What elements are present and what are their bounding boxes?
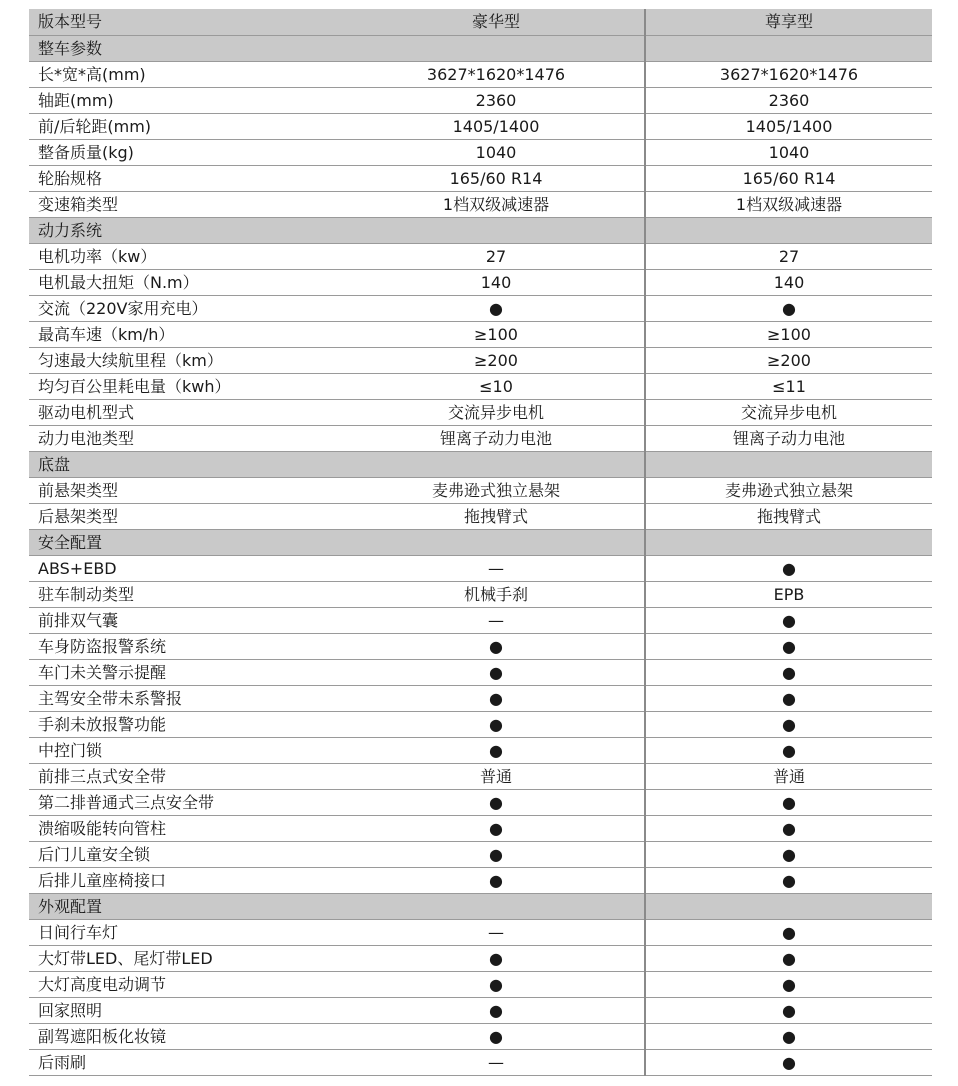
spec-value-deluxe: ● (348, 945, 645, 971)
spec-value-deluxe: — (348, 919, 645, 945)
spec-name: 电机最大扭矩（N.m） (29, 269, 348, 295)
spec-value-deluxe: ≥200 (348, 347, 645, 373)
spec-name: 长*宽*高(mm) (29, 61, 348, 87)
spec-value-premium: ● (645, 607, 932, 633)
table-header-row (29, 9, 932, 35)
section-fill (348, 217, 645, 243)
table-row (29, 815, 932, 841)
spec-value-deluxe: ● (348, 737, 645, 763)
table-row (29, 1049, 932, 1075)
section-title: 底盘 (29, 451, 348, 477)
spec-value-premium: ● (645, 997, 932, 1023)
spec-value-premium: ● (645, 815, 932, 841)
spec-name: 回家照明 (29, 997, 348, 1023)
spec-value-premium: ● (645, 555, 932, 581)
spec-value-deluxe: — (348, 555, 645, 581)
spec-table-body (29, 9, 932, 1075)
section-fill (348, 35, 645, 61)
header-label: 版本型号 (29, 9, 348, 35)
table-row (29, 659, 932, 685)
spec-value-deluxe: ● (348, 841, 645, 867)
spec-value-premium: ● (645, 919, 932, 945)
spec-value-deluxe: ● (348, 685, 645, 711)
spec-value-deluxe: 1档双级减速器 (348, 191, 645, 217)
spec-value-premium: ● (645, 789, 932, 815)
section-fill (348, 451, 645, 477)
spec-name: 轴距(mm) (29, 87, 348, 113)
spec-name: 后排儿童座椅接口 (29, 867, 348, 893)
header-col-deluxe: 豪华型 (348, 9, 645, 35)
spec-name: 车身防盗报警系统 (29, 633, 348, 659)
spec-name: 车门未关警示提醒 (29, 659, 348, 685)
spec-value-premium: ● (645, 1023, 932, 1049)
table-row (29, 61, 932, 87)
spec-value-premium: EPB (645, 581, 932, 607)
table-row (29, 477, 932, 503)
spec-value-deluxe: 2360 (348, 87, 645, 113)
spec-value-premium: ● (645, 295, 932, 321)
spec-name: 最高车速（km/h） (29, 321, 348, 347)
section-title: 整车参数 (29, 35, 348, 61)
spec-value-premium: 锂离子动力电池 (645, 425, 932, 451)
spec-value-premium: ≤11 (645, 373, 932, 399)
spec-value-deluxe: 3627*1620*1476 (348, 61, 645, 87)
spec-value-premium: 165/60 R14 (645, 165, 932, 191)
spec-value-premium: 27 (645, 243, 932, 269)
spec-name: 交流（220V家用充电） (29, 295, 348, 321)
spec-name: 前/后轮距(mm) (29, 113, 348, 139)
table-row (29, 737, 932, 763)
spec-name: ABS+EBD (29, 555, 348, 581)
table-row (29, 503, 932, 529)
spec-name: 日间行车灯 (29, 919, 348, 945)
spec-value-premium: 交流异步电机 (645, 399, 932, 425)
spec-value-deluxe: 锂离子动力电池 (348, 425, 645, 451)
spec-value-deluxe: — (348, 1049, 645, 1075)
section-row (29, 529, 932, 555)
spec-name: 后悬架类型 (29, 503, 348, 529)
spec-name: 前悬架类型 (29, 477, 348, 503)
spec-value-premium: ● (645, 685, 932, 711)
table-row (29, 87, 932, 113)
spec-name: 前排三点式安全带 (29, 763, 348, 789)
spec-name: 整备质量(kg) (29, 139, 348, 165)
section-fill (348, 893, 645, 919)
section-fill (348, 529, 645, 555)
spec-value-deluxe: ● (348, 659, 645, 685)
spec-name: 中控门锁 (29, 737, 348, 763)
table-row (29, 581, 932, 607)
table-row (29, 269, 932, 295)
spec-value-deluxe: 140 (348, 269, 645, 295)
table-row (29, 997, 932, 1023)
table-row (29, 191, 932, 217)
spec-value-premium: 麦弗逊式独立悬架 (645, 477, 932, 503)
table-row (29, 789, 932, 815)
section-fill (645, 35, 932, 61)
header-col-premium: 尊享型 (645, 9, 932, 35)
spec-name: 驱动电机型式 (29, 399, 348, 425)
table-row (29, 763, 932, 789)
table-row (29, 633, 932, 659)
spec-value-premium: 140 (645, 269, 932, 295)
section-fill (645, 893, 932, 919)
spec-name: 轮胎规格 (29, 165, 348, 191)
spec-value-premium: 拖拽臂式 (645, 503, 932, 529)
spec-value-premium: 2360 (645, 87, 932, 113)
spec-value-deluxe: 1405/1400 (348, 113, 645, 139)
spec-name: 电机功率（kw） (29, 243, 348, 269)
spec-value-premium: ≥100 (645, 321, 932, 347)
spec-value-deluxe: ● (348, 867, 645, 893)
spec-value-premium: ● (645, 633, 932, 659)
spec-name: 溃缩吸能转向管柱 (29, 815, 348, 841)
spec-name: 后门儿童安全锁 (29, 841, 348, 867)
spec-value-deluxe: ● (348, 295, 645, 321)
spec-value-deluxe: ● (348, 711, 645, 737)
table-row (29, 295, 932, 321)
spec-value-premium: 1405/1400 (645, 113, 932, 139)
table-row (29, 555, 932, 581)
table-row (29, 139, 932, 165)
spec-value-deluxe: 交流异步电机 (348, 399, 645, 425)
table-row (29, 685, 932, 711)
spec-value-deluxe: ● (348, 997, 645, 1023)
section-row (29, 893, 932, 919)
table-row (29, 945, 932, 971)
spec-name: 变速箱类型 (29, 191, 348, 217)
table-row (29, 919, 932, 945)
spec-value-premium: ● (645, 841, 932, 867)
spec-value-deluxe: — (348, 607, 645, 633)
table-row (29, 165, 932, 191)
spec-value-deluxe: 机械手刹 (348, 581, 645, 607)
spec-value-premium: 3627*1620*1476 (645, 61, 932, 87)
section-row (29, 35, 932, 61)
section-fill (645, 451, 932, 477)
spec-name: 匀速最大续航里程（km） (29, 347, 348, 373)
spec-value-deluxe: ● (348, 815, 645, 841)
spec-value-premium: ● (645, 659, 932, 685)
table-row (29, 971, 932, 997)
spec-name: 大灯带LED、尾灯带LED (29, 945, 348, 971)
spec-value-premium: 1040 (645, 139, 932, 165)
spec-value-premium: 普通 (645, 763, 932, 789)
spec-name: 动力电池类型 (29, 425, 348, 451)
table-row (29, 841, 932, 867)
section-title: 外观配置 (29, 893, 348, 919)
section-row (29, 217, 932, 243)
spec-name: 后雨刷 (29, 1049, 348, 1075)
spec-value-deluxe: 拖拽臂式 (348, 503, 645, 529)
spec-name: 第二排普通式三点安全带 (29, 789, 348, 815)
spec-value-deluxe: ● (348, 633, 645, 659)
table-row (29, 243, 932, 269)
spec-value-premium: ● (645, 945, 932, 971)
table-row (29, 321, 932, 347)
section-title: 动力系统 (29, 217, 348, 243)
section-fill (645, 529, 932, 555)
spec-value-deluxe: ≤10 (348, 373, 645, 399)
table-row (29, 399, 932, 425)
table-row (29, 113, 932, 139)
spec-value-deluxe: ● (348, 971, 645, 997)
spec-value-deluxe: 1040 (348, 139, 645, 165)
spec-name: 大灯高度电动调节 (29, 971, 348, 997)
table-row (29, 867, 932, 893)
spec-value-premium: ● (645, 737, 932, 763)
section-title: 安全配置 (29, 529, 348, 555)
spec-value-premium: 1档双级减速器 (645, 191, 932, 217)
table-row (29, 1023, 932, 1049)
spec-value-premium: ● (645, 867, 932, 893)
spec-value-deluxe: ● (348, 789, 645, 815)
spec-value-deluxe: ≥100 (348, 321, 645, 347)
spec-value-deluxe: 普通 (348, 763, 645, 789)
spec-name: 均匀百公里耗电量（kwh） (29, 373, 348, 399)
spec-name: 副驾遮阳板化妆镜 (29, 1023, 348, 1049)
table-row (29, 711, 932, 737)
spec-name: 驻车制动类型 (29, 581, 348, 607)
table-row (29, 373, 932, 399)
section-row (29, 451, 932, 477)
spec-value-premium: ● (645, 971, 932, 997)
spec-name: 手刹未放报警功能 (29, 711, 348, 737)
table-row (29, 425, 932, 451)
spec-name: 前排双气囊 (29, 607, 348, 633)
spec-value-deluxe: 27 (348, 243, 645, 269)
spec-value-deluxe: 165/60 R14 (348, 165, 645, 191)
spec-value-premium: ● (645, 1049, 932, 1075)
spec-value-deluxe: ● (348, 1023, 645, 1049)
section-fill (645, 217, 932, 243)
spec-value-premium: ● (645, 711, 932, 737)
spec-value-premium: ≥200 (645, 347, 932, 373)
spec-table (29, 9, 932, 1076)
spec-name: 主驾安全带未系警报 (29, 685, 348, 711)
table-row (29, 607, 932, 633)
spec-value-deluxe: 麦弗逊式独立悬架 (348, 477, 645, 503)
table-row (29, 347, 932, 373)
